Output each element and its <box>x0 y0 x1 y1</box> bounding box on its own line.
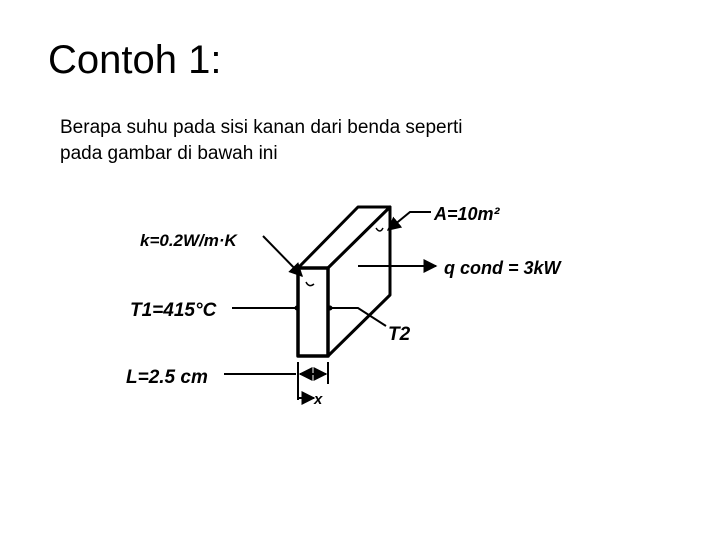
area-label: A=10m² <box>434 204 500 224</box>
t2-point <box>328 306 333 311</box>
t2-label: T2 <box>388 324 411 345</box>
question-line-1: Berapa suhu pada sisi kanan dari benda seperti <box>60 117 463 138</box>
question-line-2: pada gambar di bawah ini <box>60 143 278 164</box>
conductivity-label: k=0.2W/m·K <box>140 231 237 250</box>
slide-title: Contoh 1: <box>48 38 222 82</box>
area-leader-line <box>388 212 431 230</box>
conductivity-leader-line <box>263 236 302 276</box>
heat-flow-label: q cond = 3kW <box>444 258 561 278</box>
t1-point <box>295 306 300 311</box>
t1-label: T1=415°C <box>130 300 217 321</box>
thickness-label: L=2.5 cm <box>126 367 208 388</box>
thickness-dimension <box>224 362 328 400</box>
wall-front-face <box>298 268 328 356</box>
x-axis-label: x <box>314 391 323 408</box>
